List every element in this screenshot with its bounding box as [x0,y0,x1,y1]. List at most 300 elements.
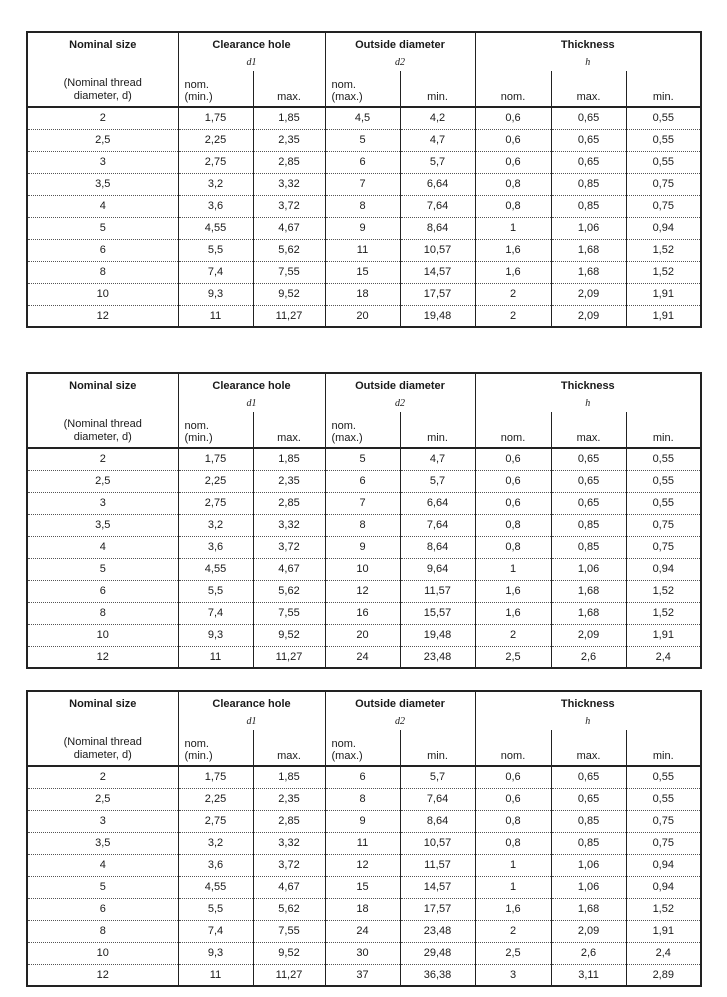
cell-thickness-min: 1,52 [626,898,701,920]
cell-thickness-nom: 0,8 [475,195,551,217]
cell-thickness-max: 0,65 [551,492,626,514]
header-nominal-spacer [27,57,178,71]
nominal-thread-diameter-label: (Nominal thread diameter, d) [27,71,178,107]
cell-thickness-max: 0,85 [551,536,626,558]
cell-nominal-size: 8 [27,920,178,942]
cell-clearance-max: 9,52 [253,624,325,646]
table-body [27,107,701,327]
cell-outside-min: 19,48 [400,624,475,646]
cell-clearance-nom: 2,25 [178,788,253,810]
header-nominal-size: Nominal size [27,373,178,398]
table-header [27,691,701,766]
cell-thickness-min: 0,55 [626,492,701,514]
col-outside-nom: nom. (max.) [325,730,400,766]
cell-clearance-nom: 3,2 [178,173,253,195]
cell-thickness-nom: 1,6 [475,898,551,920]
cell-thickness-max: 1,68 [551,239,626,261]
cell-nominal-size: 10 [27,283,178,305]
cell-thickness-max: 1,06 [551,217,626,239]
col-thickness-min: min. [652,750,674,762]
table-row [27,646,701,668]
cell-thickness-nom: 0,8 [475,514,551,536]
col-clearance-nom: nom. (min.) [178,71,253,107]
symbol-d1: d1 [178,398,325,412]
col-outside-min: min. [400,71,475,107]
cell-outside-min: 36,38 [400,964,475,986]
header-outside-diameter: Outside diameter [325,373,475,398]
cell-thickness-min: 2,89 [652,968,674,981]
cell-outside-min: 11,57 [400,854,475,876]
cell-clearance-nom: 11 [178,305,253,327]
cell-clearance-max: 3,72 [253,854,325,876]
cell-thickness-min: 0,94 [626,558,701,580]
cell-thickness-nom: 2,5 [475,646,551,668]
table-row [27,876,701,898]
cell-outside-nom: 7 [325,173,400,195]
cell-clearance-max: 5,62 [253,898,325,920]
cell-clearance-max: 11,27 [253,305,325,327]
cell-thickness-min: 0,55 [626,151,701,173]
cell-thickness-min: 0,75 [626,536,701,558]
cell-clearance-nom: 4,55 [178,558,253,580]
cell-nominal-size: 6 [27,239,178,261]
cell-outside-nom: 24 [325,920,400,942]
table-row [27,920,701,942]
cell-clearance-max: 7,55 [253,602,325,624]
cell-thickness-max: 0,85 [551,832,626,854]
cell-outside-nom: 6 [325,766,400,788]
cell-clearance-nom: 11 [178,646,253,668]
cell-clearance-max: 2,85 [253,151,325,173]
cell-thickness-max: 2,6 [551,646,626,668]
cell-outside-nom: 9 [325,536,400,558]
cell-thickness-max: 0,85 [551,173,626,195]
cell-nominal-size: 10 [27,942,178,964]
cell-nominal-size: 8 [27,261,178,283]
cell-outside-nom: 4,5 [325,107,400,129]
cell-clearance-nom: 11 [178,964,253,986]
cell-thickness-max: 1,68 [551,261,626,283]
cell-outside-nom: 30 [325,942,400,964]
header-thickness: Thickness [560,380,615,392]
cell-outside-min: 17,57 [400,898,475,920]
cell-thickness-max: 2,09 [551,283,626,305]
cell-nominal-size: 5 [27,558,178,580]
cell-outside-nom: 20 [325,624,400,646]
cell-clearance-max: 3,72 [253,195,325,217]
cell-thickness-max: 2,09 [551,624,626,646]
cell-thickness-max: 0,85 [551,810,626,832]
table-row [27,239,701,261]
cell-thickness-nom: 0,6 [475,788,551,810]
table-row [27,173,701,195]
col-outside-nom: nom. (max.) [325,71,400,107]
table-body [27,448,701,668]
cell-clearance-nom: 3,2 [178,832,253,854]
cell-thickness-max: 2,09 [551,920,626,942]
cell-clearance-nom: 3,6 [178,536,253,558]
col-thickness-max: max. [551,730,626,766]
table-row [27,151,701,173]
cell-thickness-nom: 2 [475,283,551,305]
cell-outside-nom: 8 [325,195,400,217]
cell-nominal-size: 2,5 [27,788,178,810]
cell-outside-min: 4,2 [400,107,475,129]
cell-outside-min: 8,64 [400,217,475,239]
cell-thickness-nom: 1,6 [475,580,551,602]
cell-nominal-size: 3,5 [27,514,178,536]
cell-nominal-size: 3 [27,492,178,514]
cell-thickness-min: 1,52 [626,261,701,283]
cell-nominal-size: 2,5 [27,129,178,151]
cell-outside-min: 4,7 [400,448,475,470]
cell-outside-nom: 5 [325,448,400,470]
cell-nominal-size: 2,5 [27,470,178,492]
cell-clearance-nom: 2,25 [178,129,253,151]
cell-thickness-min: 1,52 [626,602,701,624]
table-row [27,492,701,514]
col-thickness-nom: nom. [475,730,551,766]
col-outside-nom: nom. (max.) [325,412,400,448]
cell-thickness-nom: 1 [475,217,551,239]
cell-thickness-min: 0,55 [626,470,701,492]
header-outside-diameter: Outside diameter [325,691,475,716]
cell-outside-nom: 10 [325,558,400,580]
cell-thickness-min: 1,91 [652,309,674,322]
cell-nominal-size: 4 [27,854,178,876]
cell-clearance-max: 2,35 [253,788,325,810]
cell-outside-nom: 24 [325,646,400,668]
symbol-d2: d2 [325,57,475,71]
cell-thickness-min: 0,94 [626,217,701,239]
cell-clearance-nom: 2,25 [178,470,253,492]
cell-thickness-min: 1,91 [626,624,701,646]
cell-clearance-nom: 4,55 [178,217,253,239]
cell-thickness-min: 1,91 [626,920,701,942]
cell-outside-min: 8,64 [400,536,475,558]
cell-nominal-size: 10 [27,624,178,646]
table-2 [26,372,700,669]
cell-thickness-max: 0,65 [551,448,626,470]
cell-thickness-nom: 1,6 [475,261,551,283]
cell-nominal-size: 5 [27,876,178,898]
cell-thickness-max: 1,68 [551,602,626,624]
cell-clearance-nom: 9,3 [178,942,253,964]
cell-thickness-nom: 1,6 [475,239,551,261]
cell-outside-nom: 9 [325,217,400,239]
cell-clearance-max: 4,67 [253,876,325,898]
table-row [27,558,701,580]
header-thickness: Thickness [560,39,615,51]
cell-clearance-nom: 7,4 [178,920,253,942]
col-thickness-max: max. [551,412,626,448]
cell-outside-min: 11,57 [400,580,475,602]
cell-clearance-max: 2,35 [253,129,325,151]
table-row [27,788,701,810]
washer-dimensions-table [26,31,702,328]
cell-thickness-min: 1,52 [626,239,701,261]
cell-thickness-nom: 0,8 [475,173,551,195]
cell-thickness-max: 1,68 [551,580,626,602]
cell-thickness-nom: 0,8 [475,810,551,832]
cell-thickness-min: 1,52 [626,580,701,602]
table-3 [26,690,700,987]
cell-thickness-nom: 0,6 [475,470,551,492]
cell-outside-min: 4,7 [400,129,475,151]
cell-outside-min: 7,64 [400,514,475,536]
cell-thickness-nom: 1 [475,854,551,876]
cell-clearance-nom: 4,55 [178,876,253,898]
cell-clearance-nom: 5,5 [178,898,253,920]
cell-thickness-nom: 2,5 [475,942,551,964]
cell-thickness-max: 0,65 [551,107,626,129]
table-header [27,32,701,107]
cell-nominal-size: 4 [27,195,178,217]
table-row [27,602,701,624]
cell-thickness-max: 0,85 [551,514,626,536]
header-thickness: Thickness [560,698,615,710]
cell-clearance-nom: 3,6 [178,854,253,876]
cell-nominal-size: 6 [27,580,178,602]
cell-nominal-size: 2 [27,107,178,129]
cell-thickness-max: 0,65 [551,766,626,788]
cell-clearance-nom: 7,4 [178,602,253,624]
cell-outside-min: 6,64 [400,173,475,195]
header-clearance-hole: Clearance hole [178,32,325,57]
cell-outside-min: 29,48 [400,942,475,964]
cell-outside-min: 17,57 [400,283,475,305]
cell-outside-min: 7,64 [400,788,475,810]
cell-thickness-max: 1,68 [551,898,626,920]
cell-outside-nom: 15 [325,261,400,283]
cell-thickness-nom: 2 [475,624,551,646]
cell-outside-nom: 20 [325,305,400,327]
table-row [27,580,701,602]
cell-thickness-max: 0,65 [551,788,626,810]
cell-thickness-nom: 0,8 [475,536,551,558]
cell-clearance-nom: 5,5 [178,580,253,602]
table-row [27,283,701,305]
cell-nominal-size: 12 [27,646,178,668]
table-row [27,942,701,964]
col-outside-min: min. [400,412,475,448]
cell-outside-min: 15,57 [400,602,475,624]
symbol-h: h [585,57,591,68]
table-row [27,470,701,492]
table-row [27,305,701,327]
cell-thickness-nom: 1 [475,558,551,580]
cell-clearance-max: 3,72 [253,536,325,558]
cell-thickness-max: 1,06 [551,558,626,580]
cell-thickness-min: 0,55 [626,766,701,788]
cell-clearance-nom: 5,5 [178,239,253,261]
cell-outside-min: 6,64 [400,492,475,514]
cell-clearance-max: 9,52 [253,283,325,305]
cell-thickness-min: 0,55 [626,129,701,151]
symbol-d1: d1 [178,716,325,730]
cell-thickness-nom: 0,6 [475,107,551,129]
cell-thickness-min: 0,75 [626,173,701,195]
cell-clearance-nom: 2,75 [178,810,253,832]
symbol-h: h [585,716,591,727]
cell-nominal-size: 4 [27,536,178,558]
cell-thickness-max: 1,06 [551,876,626,898]
cell-clearance-nom: 2,75 [178,492,253,514]
cell-thickness-nom: 0,8 [475,832,551,854]
cell-outside-nom: 15 [325,876,400,898]
header-nominal-spacer [27,398,178,412]
cell-thickness-nom: 0,6 [475,151,551,173]
cell-outside-nom: 8 [325,514,400,536]
cell-thickness-min: 1,91 [626,283,701,305]
table-row [27,898,701,920]
cell-thickness-max: 0,85 [551,195,626,217]
cell-nominal-size: 2 [27,448,178,470]
header-outside-diameter: Outside diameter [325,32,475,57]
table-row [27,195,701,217]
col-outside-min: min. [400,730,475,766]
cell-clearance-max: 2,85 [253,492,325,514]
cell-thickness-min: 0,75 [626,514,701,536]
cell-outside-nom: 37 [325,964,400,986]
table-row [27,129,701,151]
table-row [27,107,701,129]
header-nominal-spacer [27,716,178,730]
col-thickness-min: min. [652,432,674,444]
cell-nominal-size: 12 [27,305,178,327]
cell-clearance-max: 4,67 [253,217,325,239]
table-row [27,624,701,646]
cell-clearance-nom: 3,6 [178,195,253,217]
col-thickness-max: max. [551,71,626,107]
cell-thickness-nom: 1 [475,876,551,898]
cell-clearance-max: 1,85 [253,448,325,470]
col-clearance-nom: nom. (min.) [178,412,253,448]
cell-outside-nom: 8 [325,788,400,810]
cell-thickness-nom: 0,6 [475,129,551,151]
cell-nominal-size: 12 [27,964,178,986]
table-1 [26,31,700,328]
cell-thickness-max: 0,65 [551,470,626,492]
cell-outside-min: 5,7 [400,151,475,173]
cell-clearance-max: 1,85 [253,107,325,129]
cell-clearance-max: 3,32 [253,832,325,854]
col-thickness-nom: nom. [475,412,551,448]
cell-clearance-nom: 1,75 [178,107,253,129]
cell-outside-nom: 12 [325,580,400,602]
cell-thickness-max: 0,65 [551,151,626,173]
header-clearance-hole: Clearance hole [178,373,325,398]
cell-outside-nom: 6 [325,151,400,173]
cell-thickness-min: 0,75 [626,195,701,217]
cell-nominal-size: 6 [27,898,178,920]
cell-outside-min: 8,64 [400,810,475,832]
cell-outside-min: 5,7 [400,766,475,788]
table-row [27,261,701,283]
table-row [27,964,701,986]
table-row [27,536,701,558]
cell-clearance-max: 4,67 [253,558,325,580]
cell-outside-nom: 7 [325,492,400,514]
cell-clearance-max: 3,32 [253,173,325,195]
cell-nominal-size: 3,5 [27,832,178,854]
cell-thickness-nom: 1,6 [475,602,551,624]
cell-outside-min: 23,48 [400,920,475,942]
cell-thickness-min: 0,55 [626,788,701,810]
cell-thickness-nom: 2 [475,305,551,327]
cell-thickness-max: 0,65 [551,129,626,151]
col-clearance-max: max. [253,730,325,766]
symbol-d2: d2 [325,716,475,730]
cell-outside-nom: 12 [325,854,400,876]
cell-clearance-nom: 1,75 [178,448,253,470]
table-row [27,854,701,876]
cell-clearance-max: 5,62 [253,580,325,602]
symbol-h: h [585,398,591,409]
cell-outside-min: 10,57 [400,832,475,854]
symbol-d1: d1 [178,57,325,71]
cell-thickness-min: 0,94 [626,854,701,876]
cell-thickness-max: 2,09 [551,305,626,327]
col-clearance-max: max. [253,412,325,448]
cell-thickness-max: 3,11 [551,964,626,986]
table-row [27,448,701,470]
cell-thickness-min: 0,94 [626,876,701,898]
cell-thickness-nom: 0,6 [475,766,551,788]
cell-thickness-min: 0,75 [626,832,701,854]
cell-clearance-max: 2,85 [253,810,325,832]
header-clearance-hole: Clearance hole [178,691,325,716]
table-row [27,810,701,832]
table-row [27,832,701,854]
symbol-d2: d2 [325,398,475,412]
cell-clearance-max: 9,52 [253,942,325,964]
cell-outside-nom: 18 [325,898,400,920]
cell-clearance-nom: 2,75 [178,151,253,173]
cell-nominal-size: 2 [27,766,178,788]
cell-clearance-nom: 7,4 [178,261,253,283]
table-row [27,766,701,788]
cell-outside-nom: 16 [325,602,400,624]
cell-thickness-nom: 0,6 [475,492,551,514]
cell-thickness-min: 2,4 [655,650,671,663]
washer-dimensions-table [26,690,702,987]
nominal-thread-diameter-label: (Nominal thread diameter, d) [27,412,178,448]
cell-clearance-nom: 9,3 [178,283,253,305]
cell-thickness-min: 0,55 [626,448,701,470]
cell-thickness-max: 1,06 [551,854,626,876]
cell-outside-min: 14,57 [400,876,475,898]
cell-outside-min: 9,64 [400,558,475,580]
cell-nominal-size: 3,5 [27,173,178,195]
nominal-thread-diameter-label: (Nominal thread diameter, d) [27,730,178,766]
cell-thickness-max: 2,6 [551,942,626,964]
cell-thickness-min: 0,55 [626,107,701,129]
cell-outside-min: 14,57 [400,261,475,283]
cell-nominal-size: 8 [27,602,178,624]
table-row [27,514,701,536]
cell-outside-min: 23,48 [400,646,475,668]
cell-nominal-size: 3 [27,810,178,832]
cell-clearance-nom: 1,75 [178,766,253,788]
table-row [27,217,701,239]
cell-thickness-nom: 0,6 [475,448,551,470]
col-thickness-nom: nom. [475,71,551,107]
cell-nominal-size: 3 [27,151,178,173]
cell-thickness-nom: 2 [475,920,551,942]
col-clearance-nom: nom. (min.) [178,730,253,766]
cell-thickness-nom: 3 [475,964,551,986]
